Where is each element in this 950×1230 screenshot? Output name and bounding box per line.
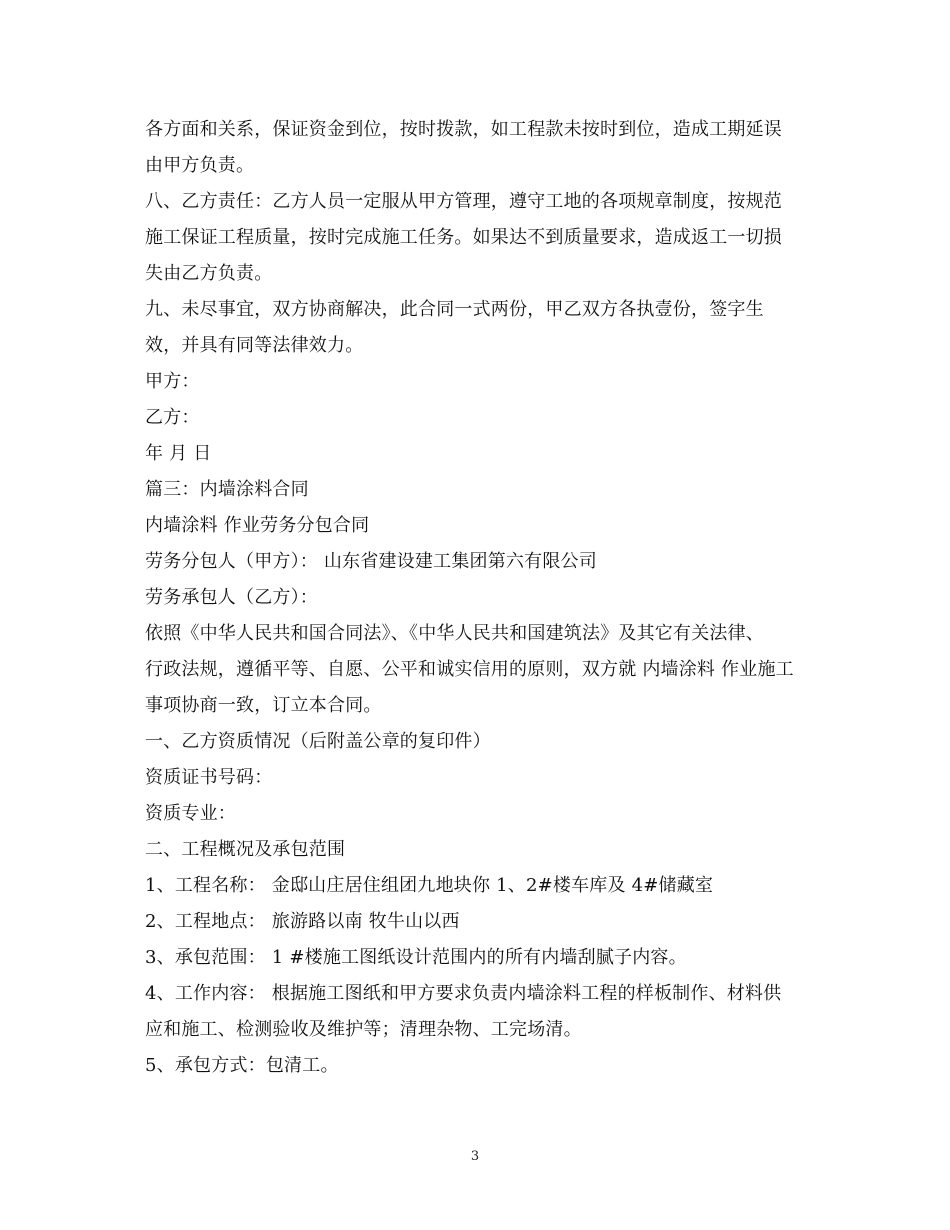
list-item: 3、承包范围： 1 #楼施工图纸设计范围内的所有内墙刮腻子内容。 bbox=[145, 947, 687, 968]
text-line: 施工保证工程质量，按时完成施工任务。如果达不到质量要求，造成返工一切损 bbox=[145, 227, 782, 248]
text-line: 失由乙方负责。 bbox=[145, 263, 273, 284]
text-line: 由甲方负责。 bbox=[145, 155, 255, 176]
section-heading: 篇三：内墙涂料合同 bbox=[145, 479, 309, 500]
signature-party-b: 乙方： bbox=[145, 407, 200, 428]
signature-date: 年 月 日 bbox=[145, 443, 212, 464]
subcontractor-line: 劳务分包人（甲方）： 山东省建设建工集团第六有限公司 bbox=[145, 551, 597, 572]
signature-party-a: 甲方： bbox=[145, 371, 200, 392]
document-body bbox=[145, 112, 815, 1084]
list-item: 5、承包方式：包清工。 bbox=[145, 1055, 339, 1076]
text-line: 资质专业： bbox=[145, 803, 236, 824]
text-line: 行政法规，遵循平等、自愿、公平和诚实信用的原则，双方就 内墙涂料 作业施工 bbox=[145, 659, 794, 680]
text-line: 九、未尽事宜，双方协商解决，此合同一式两份，甲乙双方各执壹份，签字生 bbox=[145, 299, 764, 320]
page-number: 3 bbox=[470, 1149, 480, 1164]
list-item: 4、工作内容： 根据施工图纸和甲方要求负责内墙涂料工程的样板制作、材料供 bbox=[145, 983, 782, 1004]
section-heading: 一、乙方资质情况（后附盖公章的复印件） bbox=[145, 731, 491, 752]
list-item: 2、工程地点： 旅游路以南 牧牛山以西 bbox=[145, 911, 460, 932]
text-line: 效，并具有同等法律效力。 bbox=[145, 335, 364, 356]
contractor-line: 劳务承包人（乙方）： bbox=[145, 587, 318, 608]
text-line: 各方面和关系，保证资金到位，按时拨款，如工程款未按时到位，造成工期延误 bbox=[145, 119, 782, 140]
text-line: 资质证书号码： bbox=[145, 767, 273, 788]
text-line: 八、乙方责任：乙方人员一定服从甲方管理，遵守工地的各项规章制度，按规范 bbox=[145, 191, 782, 212]
contract-title: 内墙涂料 作业劳务分包合同 bbox=[145, 515, 370, 536]
list-item: 1、工程名称： 金邸山庄居住组团九地块你 1、2#楼车库及 4#储藏室 bbox=[145, 875, 714, 896]
text-line: 应和施工、检测验收及维护等；清理杂物、工完场清。 bbox=[145, 1019, 582, 1040]
section-heading: 二、工程概况及承包范围 bbox=[145, 839, 346, 860]
text-line: 事项协商一致，订立本合同。 bbox=[145, 695, 382, 716]
text-line: 依照《中华人民共和国合同法》、《中华人民共和国建筑法》及其它有关法律、 bbox=[145, 623, 764, 644]
